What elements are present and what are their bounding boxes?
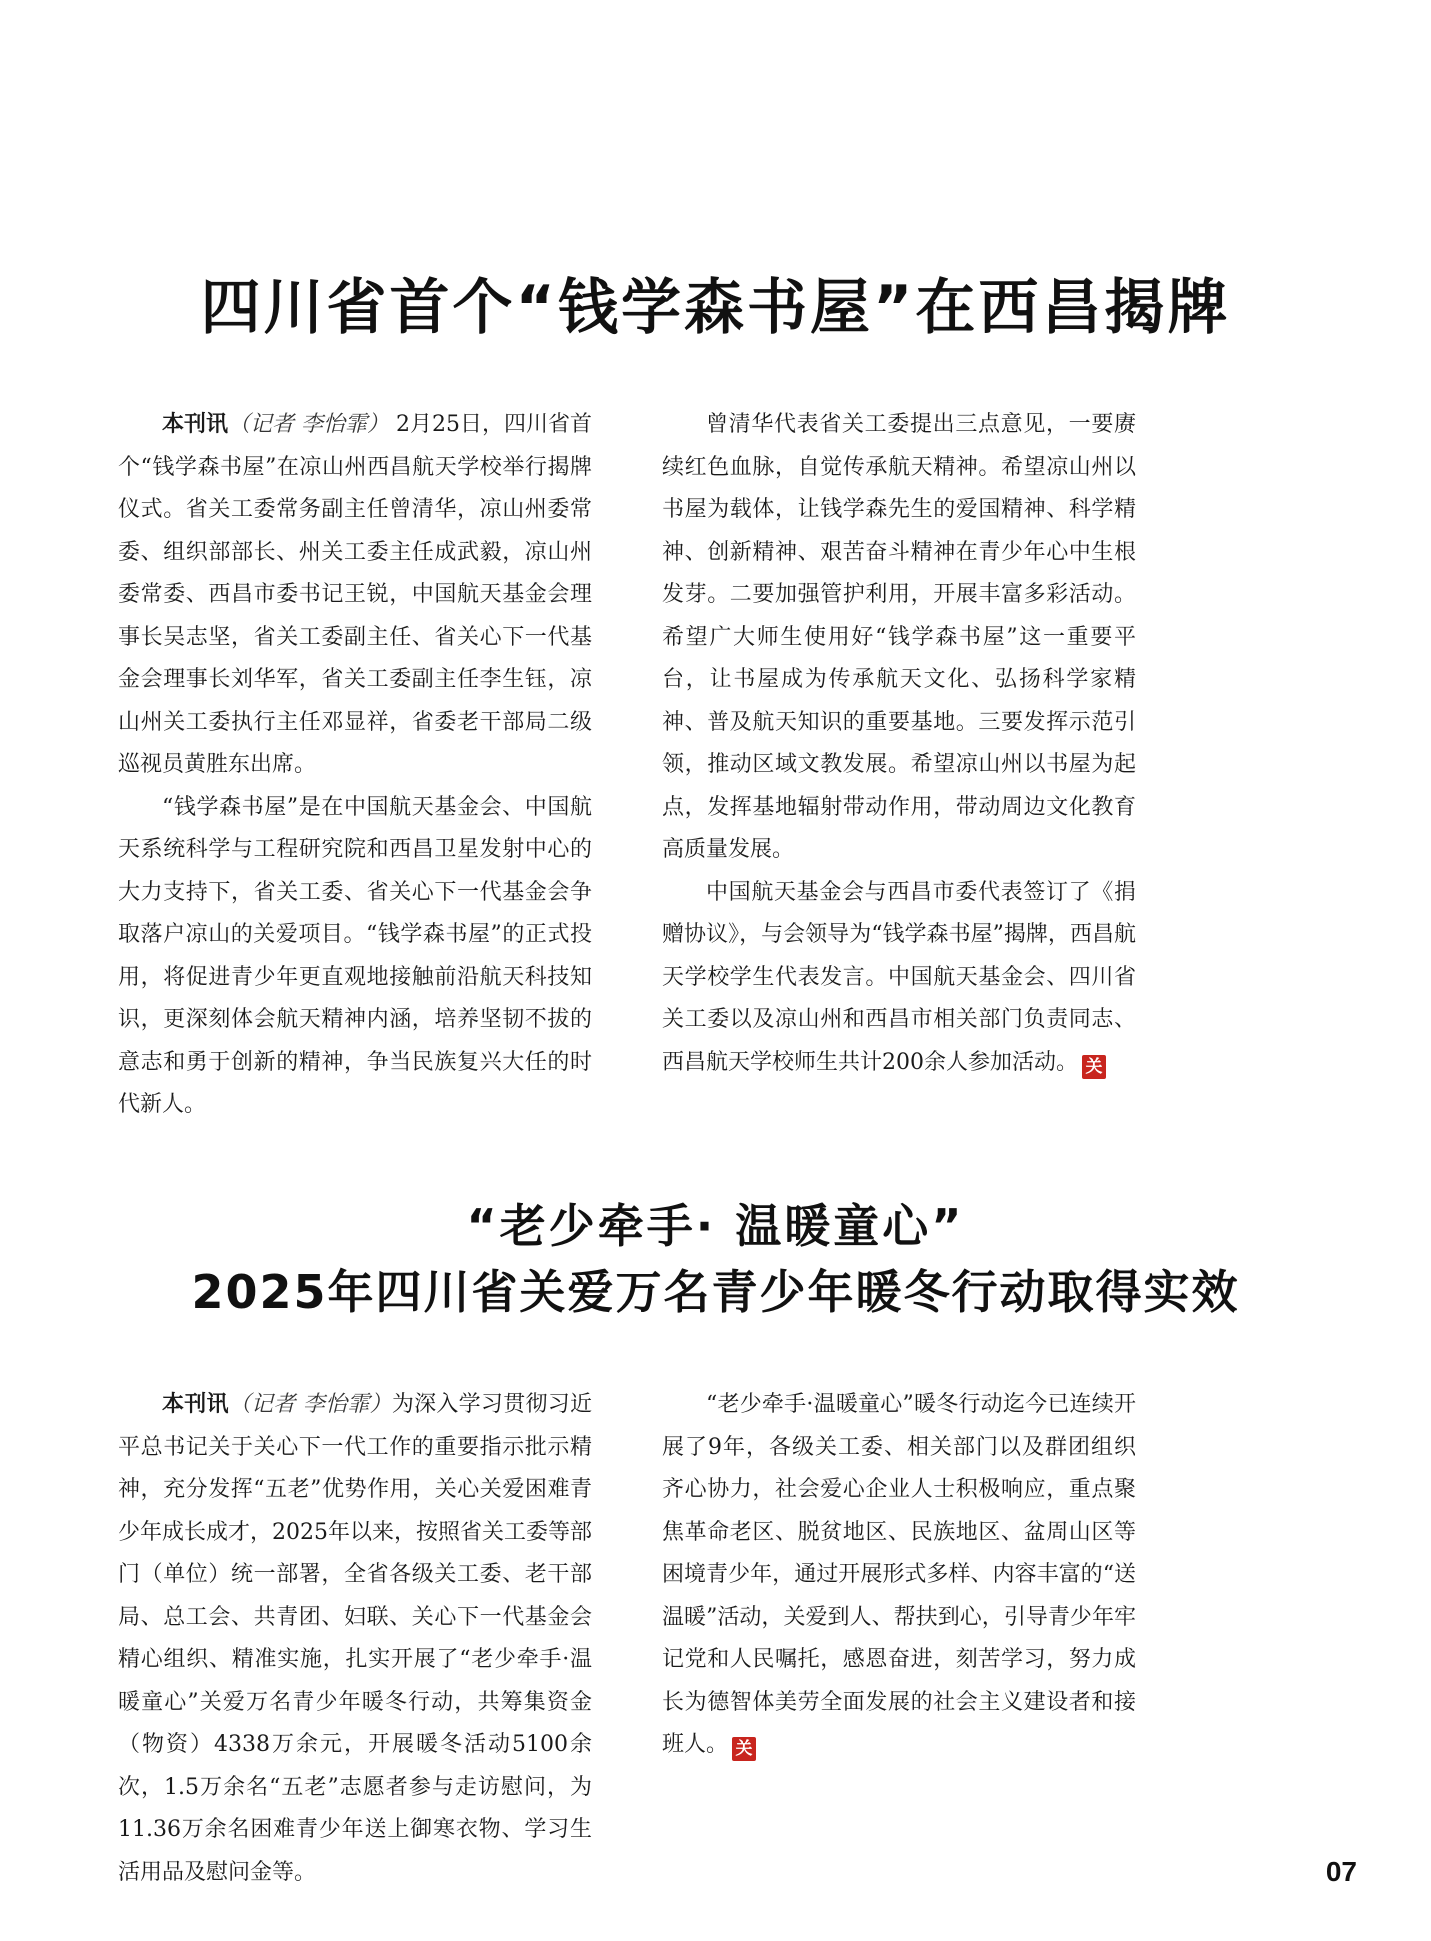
article1-left-column (118, 404, 593, 1117)
article2-byline: （记者 李怡霏） (228, 1392, 392, 1417)
article1-paragraph-1: 2月25日，四川省首个“钱学森书屋”在凉山州西昌航天学校举行揭牌仪式。省关工委常务副主任曾清华，凉山州委常委、组织部部长、州关工委主任成武毅，凉山州委常委、西昌市委书记王锐，中国航天基金会理事长吴志坚，省关工委副主任、省关心下一代基金会理事长刘华军，省关工委副主任李生钰，凉山州关工委执行主任邓显祥，省委老干部局二级巡视员黄胜东出席。 (118, 412, 593, 777)
page-number: 07 (1325, 1856, 1357, 1887)
article1-paragraph-2: “钱学森书屋”是在中国航天基金会、中国航天系统科学与工程研究院和西昌卫星发射中心的大力支持下，省关工委、省关心下一代基金会争取落户凉山的关爱项目。“钱学森书屋”的正式投用，将促进青少年更直观地接触前沿航天科技知识，更深刻体会航天精神内涵，培养坚韧不拔的意志和勇于创新的精神，争当民族复兴大任的时代新人。 (118, 794, 592, 1117)
article1-lead: 本刊讯 (162, 412, 229, 437)
article1-title: 四川省首个“钱学森书屋”在西昌揭牌 (200, 273, 1231, 343)
end-mark-icon: 关 (732, 1737, 756, 1761)
article1-paragraph-4: 中国航天基金会与西昌市委代表签订了《捐赠协议》，与会领导为“钱学森书屋”揭牌，西昌航天学校学生代表发言。中国航天基金会、四川省关工委以及凉山州和西昌市相关部门负责同志、西昌航天学校师生共计200余人参加活动。 (662, 879, 1136, 1075)
article2-paragraph-2: “老少牵手·温暖童心”暖冬行动迄今已连续开展了9年，各级关工委、相关部门以及群团组织齐心协力，社会爱心企业人士积极响应，重点聚焦革命老区、脱贫地区、民族地区、盆周山区等困境青少年，通过开展形式多样、内容丰富的“送温暖”活动，关爱到人、帮扶到心，引导青少年牢记党和人民嘱托，感恩奋进，刻苦学习，努力成长为德智体美劳全面发展的社会主义建设者和接班人。 (662, 1392, 1136, 1757)
article2-title-line1: “老少牵手· 温暖童心” (466, 1199, 965, 1253)
article2-paragraph-1: 为深入学习贯彻习近平总书记关于关心下一代工作的重要指示批示精神，充分发挥“五老”优势作用，关心关爱困难青少年成长成才，2025年以来，按照省关工委等部门（单位）统一部署，全省各级关工委、老干部局、总工会、共青团、妇联、关心下一代基金会精心组织、精准实施，扎实开展了“老少牵手·温暖童心”关爱万名青少年暖冬行动，共筹集资金（物资）4338万余元，开展暖冬活动5100余次，1.5万余名“五老”志愿者参与走访慰问，为11.36万余名困难青少年送上御寒衣物、学习生活用品及慰问金等。 (118, 1392, 592, 1885)
article1-byline: （记者 李怡霏） (228, 412, 390, 437)
article2-lead: 本刊讯 (162, 1392, 229, 1417)
article2-right-column (662, 1384, 1136, 1767)
article1-right-column (662, 404, 1136, 1084)
article2-title-line2: 2025年四川省关爱万名青少年暖冬行动取得实效 (191, 1265, 1240, 1319)
end-mark-icon: 关 (1082, 1055, 1106, 1079)
article1-paragraph-3: 曾清华代表省关工委提出三点意见，一要赓续红色血脉，自觉传承航天精神。希望凉山州以书屋为载体，让钱学森先生的爱国精神、科学精神、创新精神、艰苦奋斗精神在青少年心中生根发芽。二要加强管护利用，开展丰富多彩活动。希望广大师生使用好“钱学森书屋”这一重要平台，让书屋成为传承航天文化、弘扬科学家精神、普及航天知识的重要基地。三要发挥示范引领，推动区域文教发展。希望凉山州以书屋为起点，发挥基地辐射带动作用，带动周边文化教育高质量发展。 (662, 412, 1136, 862)
article2-left-column (118, 1384, 592, 1885)
